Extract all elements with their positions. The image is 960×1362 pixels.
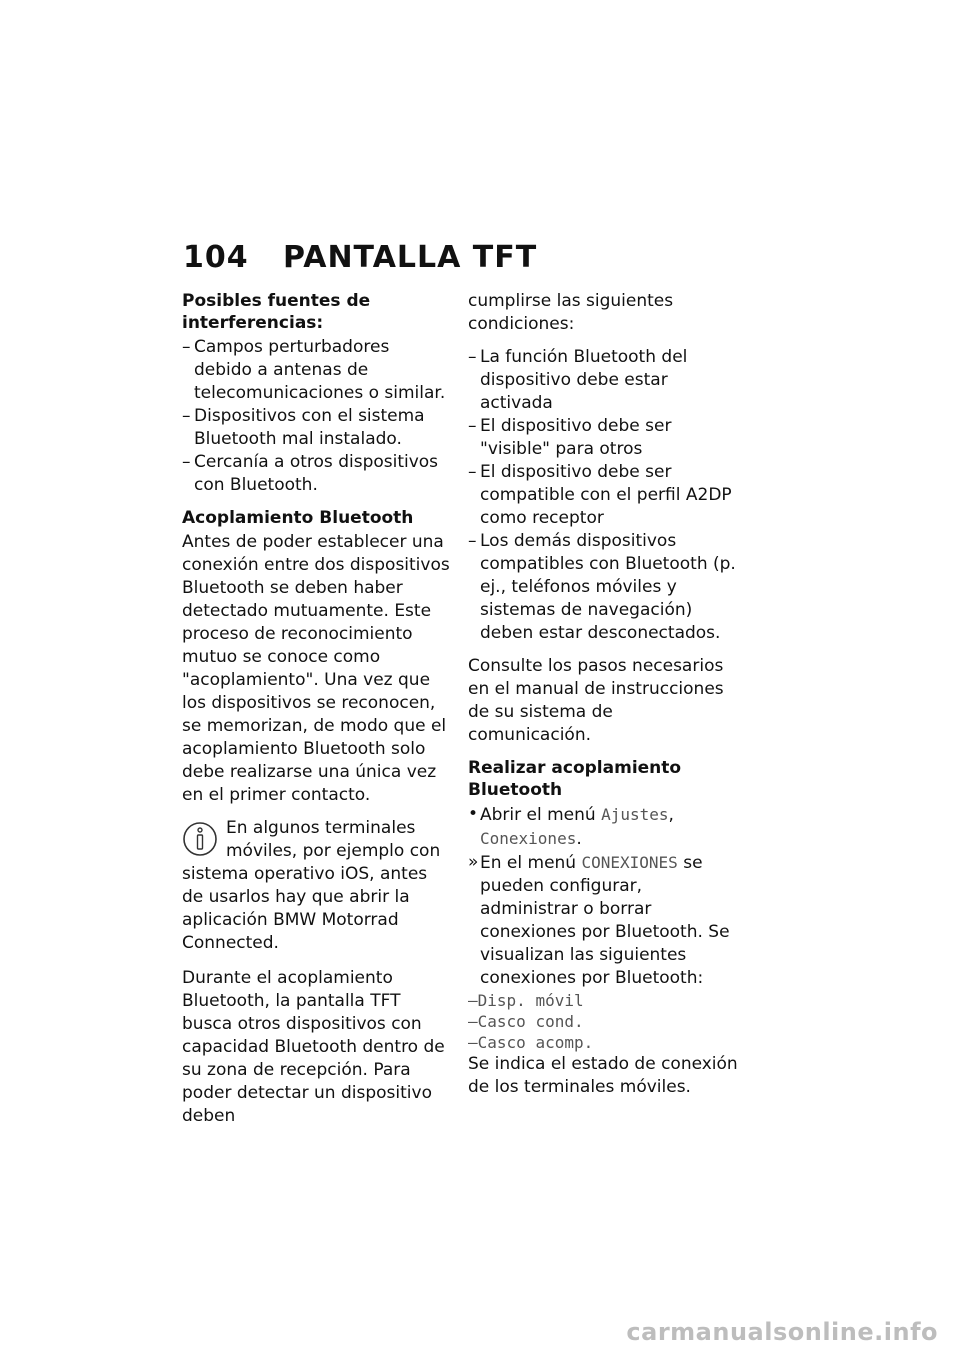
page-title: PANTALLA TFT bbox=[283, 240, 538, 275]
list-item: – El dispositivo debe ser "visible" para otros bbox=[468, 415, 740, 461]
menu-conexiones: Conexiones bbox=[480, 829, 577, 848]
period: . bbox=[576, 829, 582, 849]
separator: , bbox=[668, 805, 674, 825]
connection-label: Casco acomp. bbox=[477, 1033, 594, 1052]
step-text: En el menú bbox=[480, 853, 582, 873]
connection-label: Disp. móvil bbox=[477, 991, 584, 1010]
conditions-list bbox=[468, 346, 740, 645]
search-paragraph: Durante el acoplamiento Bluetooth, la pantalla TFT busca otros dispositivos con capacidad Bluetooth dentro de su zona de recepción. Para poder detectar un dispositivo deben bbox=[182, 968, 445, 1126]
step-text: Abrir el menú bbox=[480, 805, 602, 825]
step-text: se pueden configurar, administrar o borrar conexiones por Bluetooth. Se visualizan las siguientes conexiones por Bluetooth: bbox=[480, 853, 730, 988]
interference-heading: Posibles fuentes de interferencias: bbox=[182, 291, 371, 333]
list-item: – Campos perturbadores debido a antenas de telecomunicaciones o similar. bbox=[182, 336, 452, 405]
menu-ajustes: Ajustes bbox=[601, 805, 669, 824]
do-pairing-heading: Realizar acoplamiento Bluetooth bbox=[468, 758, 682, 800]
interference-list bbox=[182, 336, 452, 497]
watermark: carmanualsonline.info bbox=[626, 1318, 938, 1346]
pairing-paragraph: Antes de poder establecer una conexión entre dos dispositivos Bluetooth se deben haber detectado mutuamente. Este proceso de reconocimiento mutuo se conoce como "acoplamiento". Una vez que los dispositivos se reconocen, se memorizan, de modo que el acoplamiento Bluetooth solo debe realizarse una única vez en el primer contacto. bbox=[182, 532, 450, 805]
connection-disp-movil: –Disp. móvil bbox=[468, 991, 584, 1010]
list-item: – Los demás dispositivos compatibles con Bluetooth (p. ej., teléfonos móviles y sistemas de navegación) deben estar desconectados. bbox=[468, 530, 740, 645]
page-header bbox=[183, 240, 537, 275]
list-item: – El dispositivo debe ser compatible con el perfil A2DP como receptor bbox=[468, 461, 740, 530]
page-number: 104 bbox=[183, 240, 249, 275]
steps-list bbox=[468, 803, 740, 990]
status-paragraph: Se indica el estado de conexión de los terminales móviles. bbox=[468, 1054, 738, 1097]
connection-casco-acomp: –Casco acomp. bbox=[468, 1033, 594, 1052]
step-open-menu bbox=[468, 803, 740, 851]
left-column bbox=[182, 290, 452, 1138]
step-result bbox=[468, 851, 740, 990]
connection-casco-cond: –Casco cond. bbox=[468, 1012, 584, 1031]
info-note bbox=[182, 817, 452, 955]
conditions-intro: cumplirse las siguientes condiciones: bbox=[468, 291, 674, 334]
list-item: – La función Bluetooth del dispositivo debe estar activada bbox=[468, 346, 740, 415]
list-item: – Dispositivos con el sistema Bluetooth mal instalado. bbox=[182, 405, 452, 451]
consult-paragraph: Consulte los pasos necesarios en el manual de instrucciones de su sistema de comunicación. bbox=[468, 656, 724, 745]
menu-conexiones-caps: CONEXIONES bbox=[581, 853, 678, 872]
right-column bbox=[468, 290, 740, 1109]
info-icon bbox=[182, 819, 218, 859]
list-item: – Cercanía a otros dispositivos con Bluetooth. bbox=[182, 451, 452, 497]
note-text: En algunos terminales móviles, por ejemplo con sistema operativo iOS, antes de usarlos hay que abrir la aplicación BMW Motorrad Connected. bbox=[182, 818, 441, 953]
connection-label: Casco cond. bbox=[477, 1012, 584, 1031]
pairing-heading: Acoplamiento Bluetooth bbox=[182, 508, 414, 528]
